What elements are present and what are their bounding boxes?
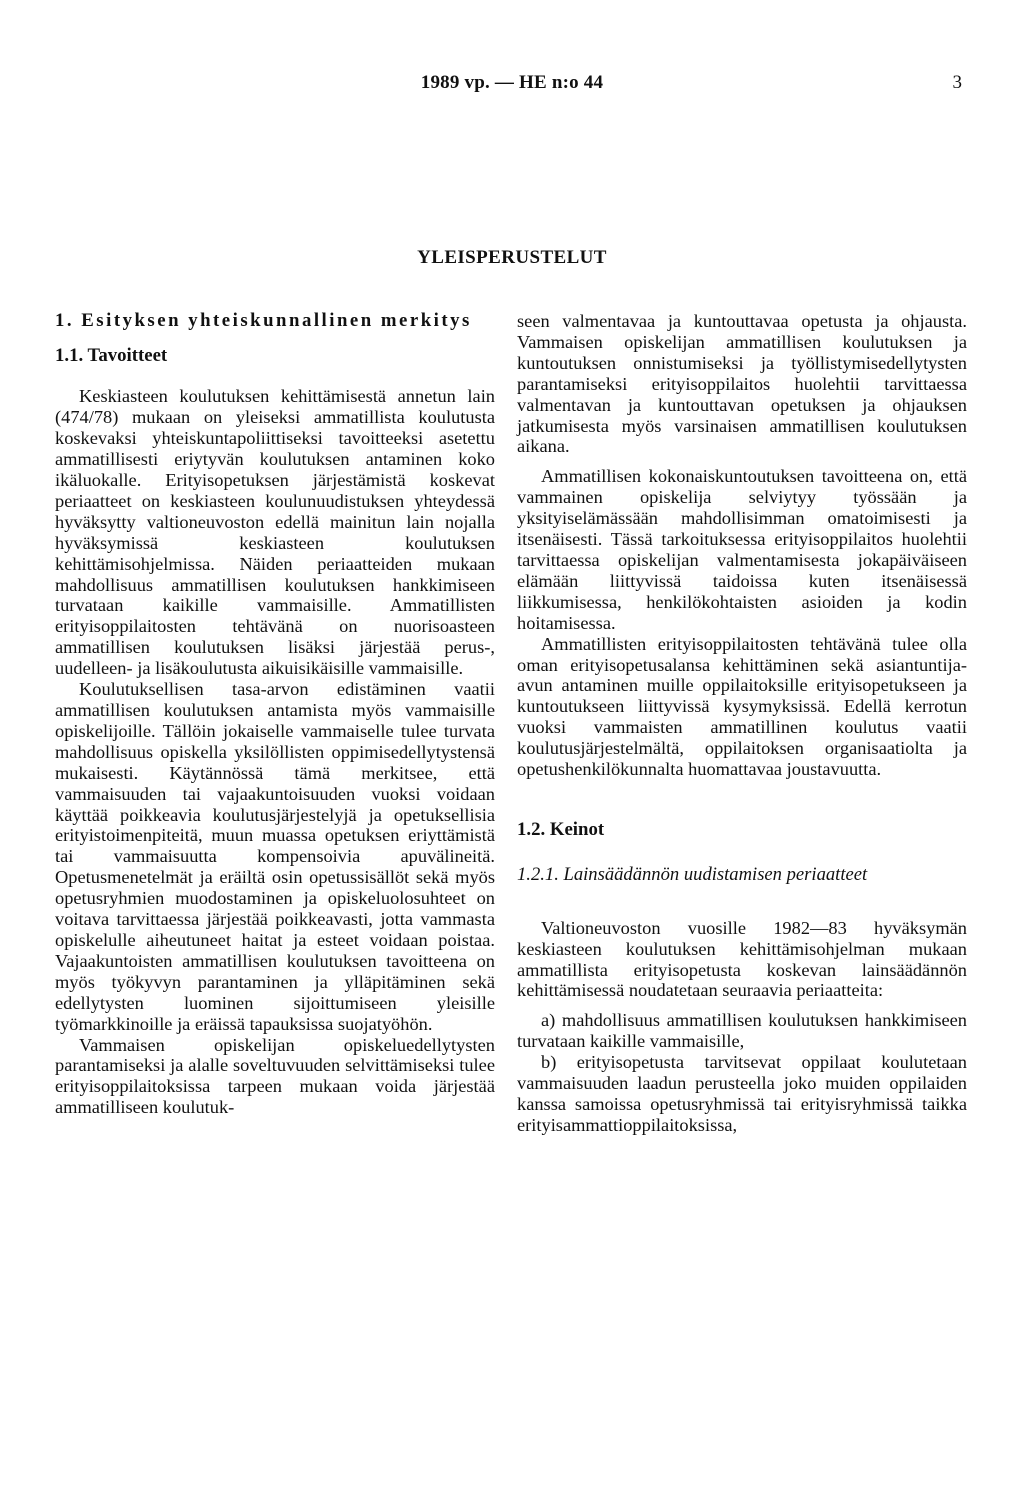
paragraph: Koulutuksellisen tasa-arvon edistäminen vaatii ammatillisen koulutuksen antamista myös vammaisille opiskelijoille. Tällöin jokaiselle vammaiselle tulee turvata mahdollisuus opiskella yksilöllisten oppimisedellytystensä mukaisesti. Käytännössä tämä merkitsee, että vammaisuuden tai vajaakuntoisuuden vuoksi voidaan käyttää poikkeavia koulutusjärjestelyjä ja opetuksellisia erityistoimenpiteitä, muun muassa opetuksen eriyttämistä tai vammaisuutta kompensoivia apuvälineitä. Opetusmenetelmät ja eräiltä osin opetussisällöt sekä myös opetusryhmien muodostaminen ja opiskeluolosuhteet on voitava tarvittaessa järjestää poikkeavasti, jotta vammasta opiskelulle aiheutuneet haitat ja esteet voidaan poistaa. Vajaakuntoisten ammatillisen koulutuksen tavoitteena on myös työkyvyn parantaminen ja ylläpitäminen sekä edellytysten luominen sijoittumiseen yleisille työmarkkinoille ja eräissä tapauksissa suojatyöhön.	[55, 679, 495, 1034]
paragraph: Ammatillisten erityisoppilaitosten tehtävänä tulee olla oman erityisopetusalansa kehittäminen sekä asiantuntija-avun antaminen muille oppilaitoksille erityisopetukseen ja kuntoutukseen liittyvissä kysymyksissä. Edellä kerrotun vuoksi vammaisten ammatillinen koulutus vaatii koulutusjärjestelmältä, oppilaitoksen organisaatiolta ja opetushenkilökunnalta huomattavaa joustavuutta.	[517, 633, 967, 780]
right-column	[517, 311, 967, 1136]
list-item: a) mahdollisuus ammatillisen koulutuksen hankkimiseen turvataan kaikille vammaisille,	[517, 1010, 967, 1052]
section-title: YLEISPERUSTELUT	[417, 247, 607, 268]
heading-1: 1. Esityksen yhteiskunnallinen merkitys	[55, 310, 472, 331]
paragraph: Ammatillisen kokonaiskuntoutuksen tavoitteena on, että vammainen opiskelija selviytyy työssään ja yksityiselämässään mahdollisimman omatoimisesti ja itsenäisesti. Tässä tarkoituksessa erityisoppilaitos huolehtii tarvittaessa opiskelijan valmentamisesta jokapäiväiseen elämään liittyvissä taidoissa kuten itsenäisessä liikkumisessa, henkilökohtaisten asioiden ja kodin hoitamisessa.	[517, 466, 967, 633]
paragraph: seen valmentavaa ja kuntouttavaa opetusta ja ohjausta. Vammaisen opiskelijan ammatillisen koulutuksen ja kuntoutuksen onnistumiseksi ja työllistymisedellytysten parantamiseksi erityisoppilaitos huolehtii tarvittaessa valmentavan ja kuntouttavan opetuksen ja ohjauksen jatkumisesta myös varsinaisen ammatillisen koulutuksen aikana.	[517, 311, 967, 457]
paragraph: Vammaisen opiskelijan opiskeluedellytysten parantamiseksi ja alalle soveltuvuuden selvittämiseksi tulee erityisoppilaitoksissa tarpeen mukaan voida järjestää ammatilliseen koulutuk-	[55, 1034, 495, 1118]
heading-1-1: 1.1. Tavoitteet	[55, 344, 168, 366]
left-column	[55, 311, 495, 1118]
heading-1-2-1: 1.2.1. Lainsäädännön uudistamisen periaatteet	[517, 863, 868, 885]
list-item: b) erityisopetusta tarvitsevat oppilaat koulutetaan vammaisuuden laadun perusteella joko muiden oppilaiden kanssa samoissa opetusryhmissä tai erityisryhmissä taikka erityisammattioppilaitoksissa,	[517, 1052, 967, 1135]
paragraph: Keskiasteen koulutuksen kehittämisestä annetun lain (474/78) mukaan on yleiseksi ammatillista koulutusta koskevaksi yhteiskuntapoliittiseksi tavoitteeksi asetettu ammatillisesti eriytyvän koulutuksen antaminen koko ikäluokalle. Erityisopetuksen järjestämistä koskevat periaatteet on keskiasteen koulunuudistuksen yhteydessä hyväksytty valtioneuvoston edellä mainitun lain nojalla hyväksymissä keskiasteen koulutuksen kehittämisohjelmissa. Näiden periaatteiden mukaan mahdollisuus ammatillisen koulutuksen hankkimiseen turvataan kaikille vammaisille. Ammatillisten erityisoppilaitosten tehtävänä on nuorisoasteen ammatillisen koulutuksen lisäksi järjestää perus-, uudelleen- ja lisäkoulutusta aikuisikäisille vammaisille.	[55, 386, 495, 679]
heading-1-2: 1.2. Keinot	[517, 818, 605, 840]
page-number: 3	[952, 72, 962, 93]
running-head: 1989 vp. — HE n:o 44	[420, 72, 604, 93]
paragraph: Valtioneuvoston vuosille 1982—83 hyväksymän keskiasteen koulutuksen kehittämisohjelman mukaan ammatillista erityisopetusta koskevan lainsäädännön kehittämisessä noudatetaan seuraavia periaatteita:	[517, 917, 967, 1001]
